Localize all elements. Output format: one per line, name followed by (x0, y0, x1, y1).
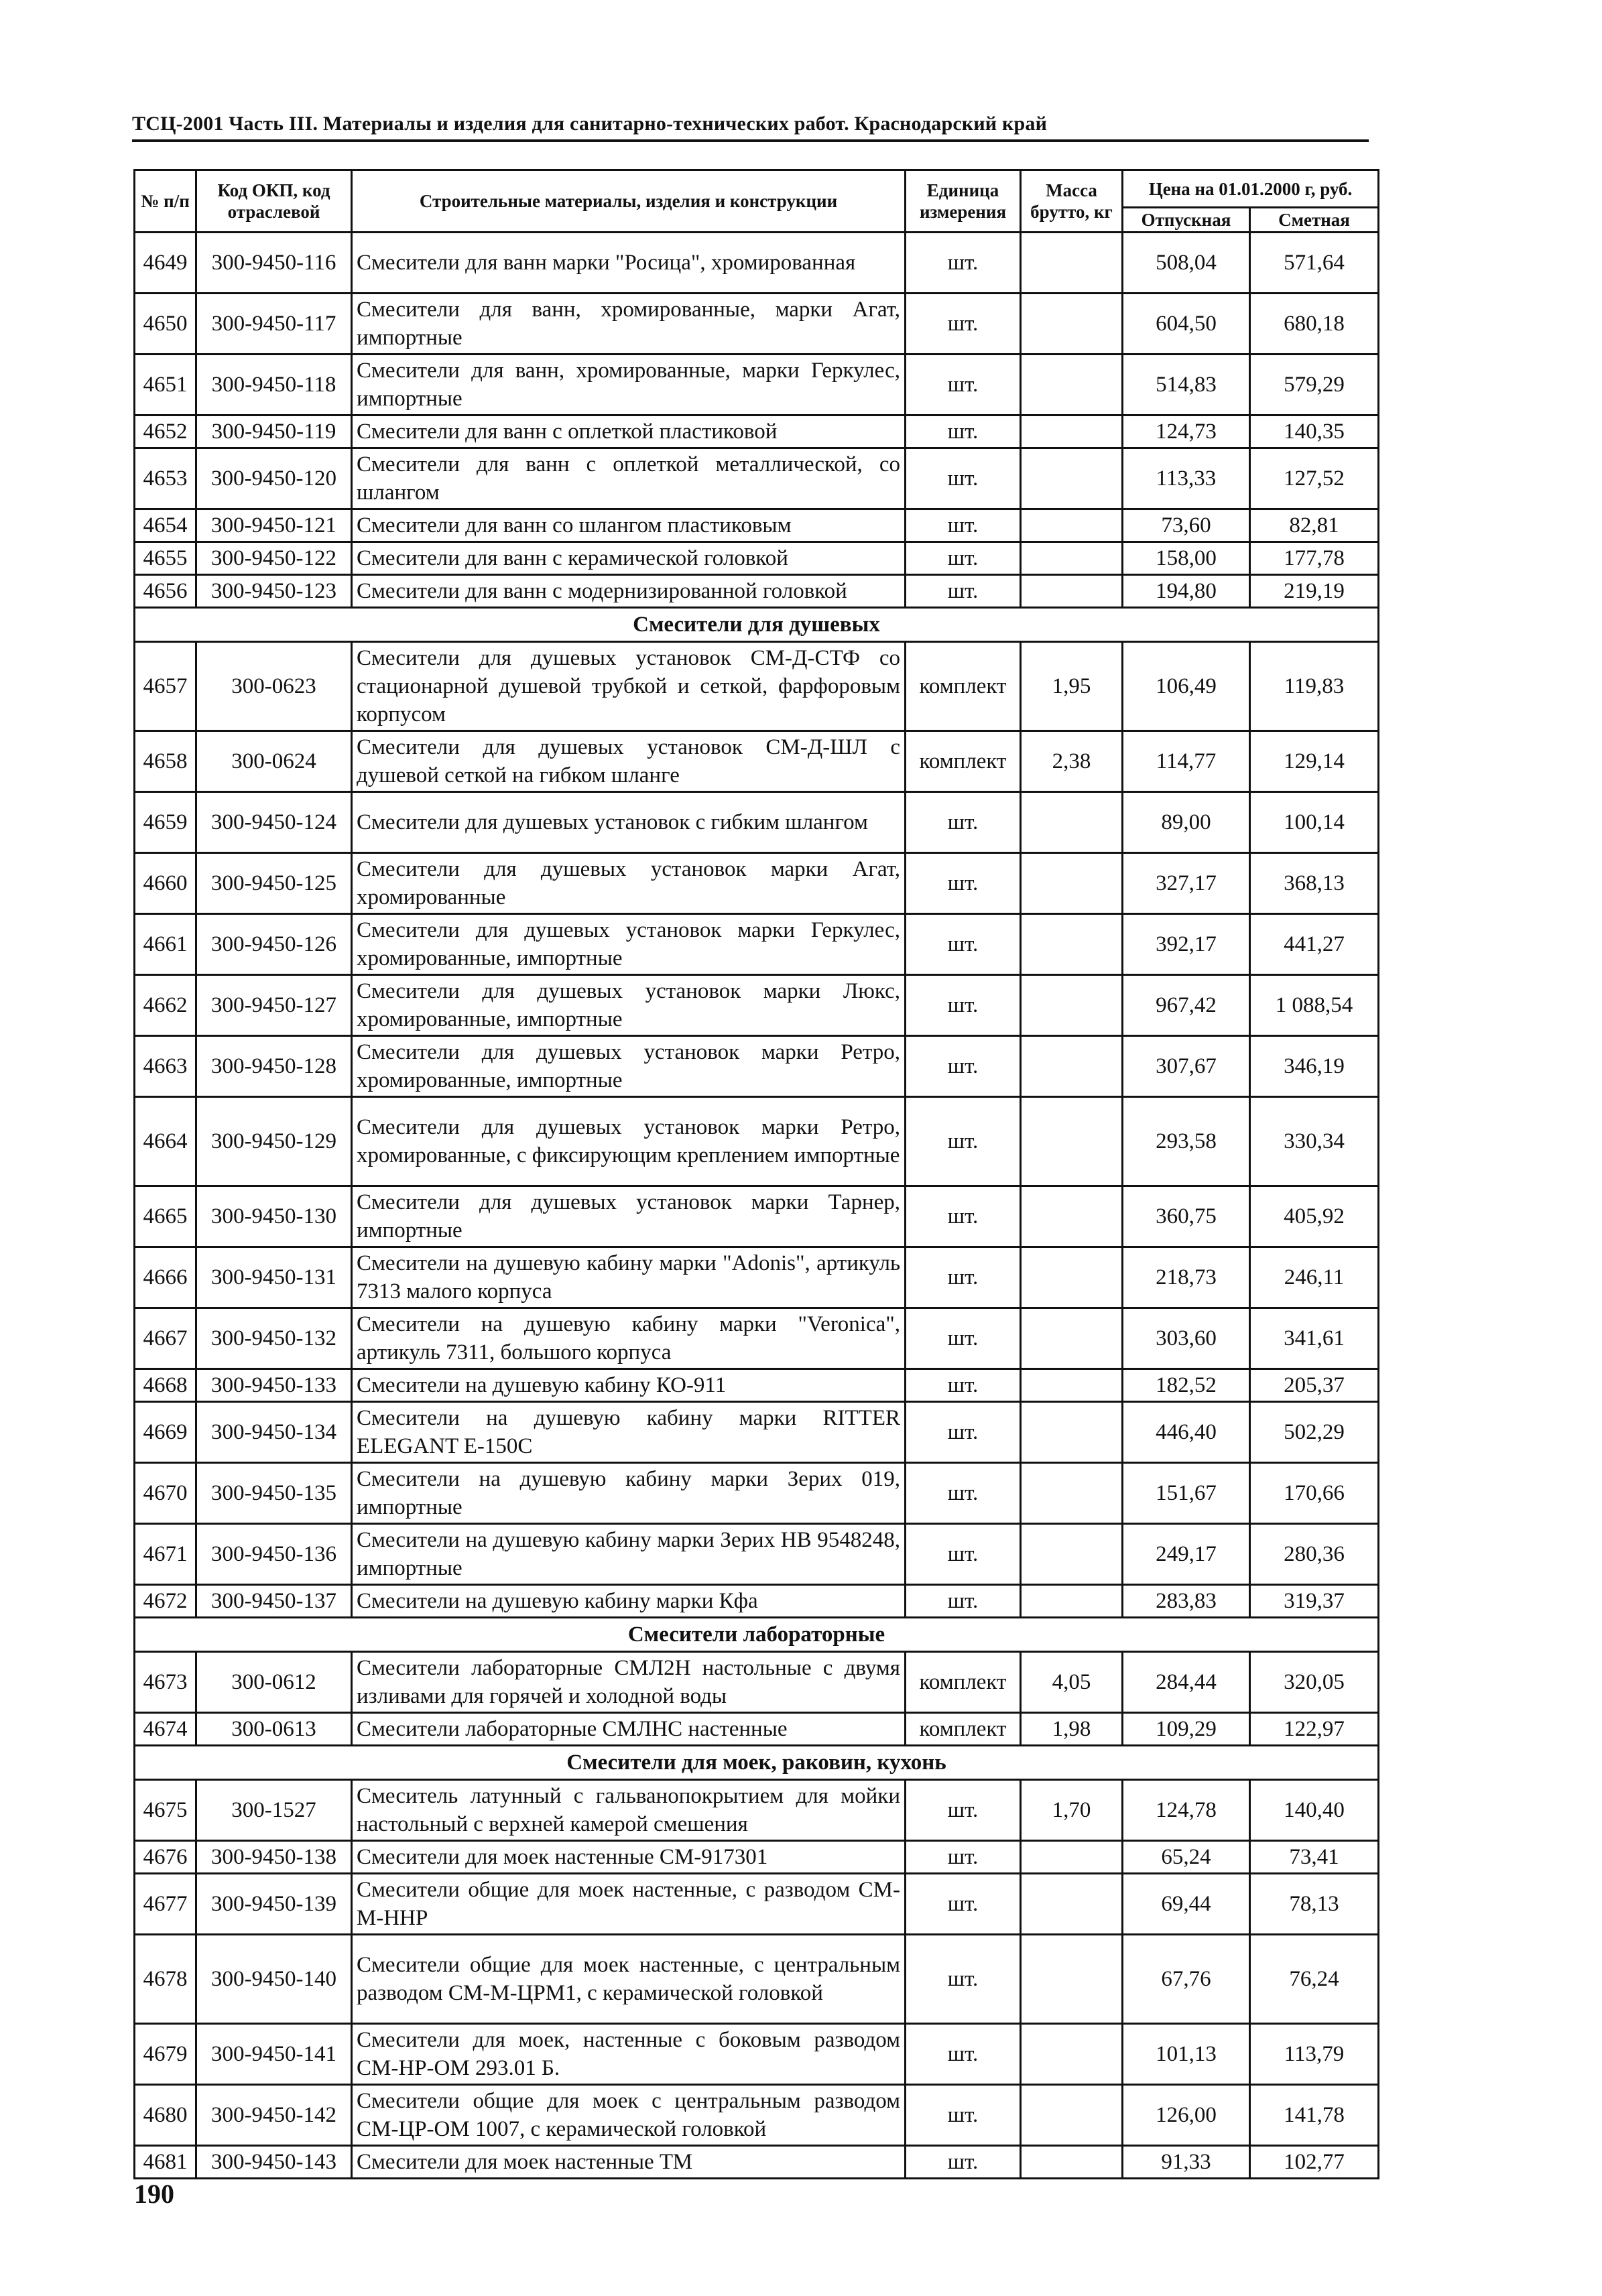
row-number: 4660 (135, 853, 196, 914)
table-row (135, 542, 1379, 575)
material-name: Смесители для ванн с оплеткой пластиковой (352, 416, 906, 448)
price-table (133, 169, 1379, 2179)
table-header (135, 170, 1379, 233)
material-name: Смесители лабораторные СМЛ2Н настольные с двумя изливами для горячей и холодной воды (352, 1652, 906, 1713)
gross-mass (1021, 975, 1123, 1036)
unit-of-measure: комплект (906, 731, 1021, 792)
unit-of-measure: шт. (906, 1524, 1021, 1585)
row-number: 4664 (135, 1097, 196, 1186)
release-price: 307,67 (1123, 1036, 1250, 1097)
unit-of-measure: шт. (906, 1874, 1021, 1935)
unit-of-measure: шт. (906, 1585, 1021, 1618)
okp-code: 300-1527 (196, 1780, 352, 1841)
row-number: 4668 (135, 1369, 196, 1402)
material-name: Смесители общие для моек с центральным разводом СМ-ЦР-ОМ 1007, с керамической головкой (352, 2085, 906, 2146)
gross-mass (1021, 792, 1123, 853)
row-number: 4678 (135, 1935, 196, 2024)
table-row (135, 2085, 1379, 2146)
header-name: Строительные материалы, изделия и конструкции (352, 170, 906, 233)
okp-code: 300-9450-117 (196, 294, 352, 355)
row-number: 4681 (135, 2146, 196, 2179)
gross-mass (1021, 1585, 1123, 1618)
okp-code: 300-9450-133 (196, 1369, 352, 1402)
gross-mass (1021, 542, 1123, 575)
unit-of-measure: шт. (906, 853, 1021, 914)
row-number: 4676 (135, 1841, 196, 1874)
row-number: 4673 (135, 1652, 196, 1713)
row-number: 4658 (135, 731, 196, 792)
release-price: 249,17 (1123, 1524, 1250, 1585)
gross-mass (1021, 2146, 1123, 2179)
unit-of-measure: комплект (906, 1652, 1021, 1713)
material-name: Смесители на душевую кабину марки Зерих 019, импортные (352, 1463, 906, 1524)
release-price: 65,24 (1123, 1841, 1250, 1874)
table-row (135, 2024, 1379, 2085)
estimate-price: 346,19 (1250, 1036, 1379, 1097)
header-mass: Масса брутто, кг (1021, 170, 1123, 233)
table-row (135, 853, 1379, 914)
estimate-price: 1 088,54 (1250, 975, 1379, 1036)
estimate-price: 129,14 (1250, 731, 1379, 792)
table-row (135, 1841, 1379, 1874)
okp-code: 300-9450-127 (196, 975, 352, 1036)
row-number: 4679 (135, 2024, 196, 2085)
estimate-price: 330,34 (1250, 1097, 1379, 1186)
table-row (135, 1874, 1379, 1935)
material-name: Смесители для душевых установок с гибким шлангом (352, 792, 906, 853)
estimate-price: 405,92 (1250, 1186, 1379, 1247)
gross-mass (1021, 1935, 1123, 2024)
row-number: 4666 (135, 1247, 196, 1308)
gross-mass (1021, 416, 1123, 448)
okp-code: 300-9450-134 (196, 1402, 352, 1463)
gross-mass (1021, 355, 1123, 416)
unit-of-measure: шт. (906, 294, 1021, 355)
row-number: 4657 (135, 642, 196, 731)
estimate-price: 320,05 (1250, 1652, 1379, 1713)
table-row (135, 731, 1379, 792)
header-price-estimate: Сметная (1250, 208, 1379, 233)
release-price: 101,13 (1123, 2024, 1250, 2085)
release-price: 109,29 (1123, 1713, 1250, 1746)
release-price: 283,83 (1123, 1585, 1250, 1618)
material-name: Смесители на душевую кабину марки "Adonis", артикуль 7313 малого корпуса (352, 1247, 906, 1308)
material-name: Смесители для ванн со шлангом пластиковым (352, 509, 906, 542)
gross-mass (1021, 448, 1123, 509)
okp-code: 300-9450-132 (196, 1308, 352, 1369)
estimate-price: 113,79 (1250, 2024, 1379, 2085)
header-unit: Единица измерения (906, 170, 1021, 233)
table-row (135, 2146, 1379, 2179)
unit-of-measure: шт. (906, 1308, 1021, 1369)
release-price: 327,17 (1123, 853, 1250, 914)
okp-code: 300-9450-131 (196, 1247, 352, 1308)
estimate-price: 100,14 (1250, 792, 1379, 853)
okp-code: 300-9450-116 (196, 233, 352, 294)
table-row (135, 355, 1379, 416)
page-header: ТСЦ-2001 Часть III. Материалы и изделия для санитарно-технических работ. Краснодарский край (132, 113, 1048, 135)
unit-of-measure: шт. (906, 792, 1021, 853)
unit-of-measure: комплект (906, 642, 1021, 731)
table-row (135, 1935, 1379, 2024)
okp-code: 300-9450-143 (196, 2146, 352, 2179)
gross-mass (1021, 1186, 1123, 1247)
section-title: Смесители лабораторные (135, 1618, 1379, 1652)
gross-mass (1021, 2085, 1123, 2146)
unit-of-measure: шт. (906, 2024, 1021, 2085)
material-name: Смесители на душевую кабину марки "Veronica", артикуль 7311, большого корпуса (352, 1308, 906, 1369)
material-name: Смесители общие для моек настенные, с центральным разводом СМ-М-ЦРМ1, с керамической головкой (352, 1935, 906, 2024)
section-title: Смесители для моек, раковин, кухонь (135, 1746, 1379, 1780)
unit-of-measure: шт. (906, 1463, 1021, 1524)
release-price: 73,60 (1123, 509, 1250, 542)
okp-code: 300-9450-124 (196, 792, 352, 853)
gross-mass (1021, 575, 1123, 608)
estimate-price: 502,29 (1250, 1402, 1379, 1463)
material-name: Смесители для душевых установок СМ-Д-ШЛ с душевой сеткой на гибком шланге (352, 731, 906, 792)
header-price-group: Цена на 01.01.2000 г, руб. (1123, 170, 1379, 208)
table-body (135, 233, 1379, 2179)
gross-mass: 2,38 (1021, 731, 1123, 792)
row-number: 4656 (135, 575, 196, 608)
table-row (135, 1713, 1379, 1746)
material-name: Смесители для душевых установок марки Тарнер, импортные (352, 1186, 906, 1247)
okp-code: 300-9450-121 (196, 509, 352, 542)
gross-mass (1021, 1524, 1123, 1585)
unit-of-measure: шт. (906, 233, 1021, 294)
unit-of-measure: шт. (906, 914, 1021, 975)
release-price: 604,50 (1123, 294, 1250, 355)
estimate-price: 127,52 (1250, 448, 1379, 509)
release-price: 360,75 (1123, 1186, 1250, 1247)
release-price: 91,33 (1123, 2146, 1250, 2179)
gross-mass (1021, 1247, 1123, 1308)
row-number: 4675 (135, 1780, 196, 1841)
unit-of-measure: шт. (906, 1935, 1021, 2024)
unit-of-measure: шт. (906, 1097, 1021, 1186)
gross-mass (1021, 1308, 1123, 1369)
header-code: Код ОКП, код отраслевой (196, 170, 352, 233)
gross-mass (1021, 1874, 1123, 1935)
okp-code: 300-9450-119 (196, 416, 352, 448)
material-name: Смесители для душевых установок марки Ретро, хромированные, с фиксирующим креплением импортные (352, 1097, 906, 1186)
header-num: № п/п (135, 170, 196, 233)
unit-of-measure: комплект (906, 1713, 1021, 1746)
table-row (135, 448, 1379, 509)
estimate-price: 76,24 (1250, 1935, 1379, 2024)
estimate-price: 341,61 (1250, 1308, 1379, 1369)
estimate-price: 141,78 (1250, 2085, 1379, 2146)
row-number: 4665 (135, 1186, 196, 1247)
okp-code: 300-0624 (196, 731, 352, 792)
table-row (135, 1036, 1379, 1097)
material-name: Смесители для душевых установок СМ-Д-СТФ со стационарной душевой трубкой и сеткой, фарфоровым корпусом (352, 642, 906, 731)
table-row (135, 416, 1379, 448)
table-row (135, 1524, 1379, 1585)
row-number: 4672 (135, 1585, 196, 1618)
estimate-price: 102,77 (1250, 2146, 1379, 2179)
release-price: 284,44 (1123, 1652, 1250, 1713)
gross-mass (1021, 914, 1123, 975)
table-row (135, 294, 1379, 355)
material-name: Смесители для ванн, хромированные, марки Геркулес, импортные (352, 355, 906, 416)
estimate-price: 170,66 (1250, 1463, 1379, 1524)
release-price: 967,42 (1123, 975, 1250, 1036)
material-name: Смесители для моек, настенные с боковым разводом СМ-НР-ОМ 293.01 Б. (352, 2024, 906, 2085)
header-price-release: Отпускная (1123, 208, 1250, 233)
row-number: 4667 (135, 1308, 196, 1369)
material-name: Смесители для душевых установок марки Люкс, хромированные, импортные (352, 975, 906, 1036)
table-row (135, 509, 1379, 542)
release-price: 293,58 (1123, 1097, 1250, 1186)
release-price: 194,80 (1123, 575, 1250, 608)
gross-mass (1021, 1369, 1123, 1402)
estimate-price: 73,41 (1250, 1841, 1379, 1874)
unit-of-measure: шт. (906, 575, 1021, 608)
row-number: 4680 (135, 2085, 196, 2146)
material-name: Смесители для моек настенные ТМ (352, 2146, 906, 2179)
release-price: 113,33 (1123, 448, 1250, 509)
section-row (135, 608, 1379, 642)
material-name: Смесители для ванн с модернизированной головкой (352, 575, 906, 608)
okp-code: 300-9450-123 (196, 575, 352, 608)
release-price: 446,40 (1123, 1402, 1250, 1463)
release-price: 392,17 (1123, 914, 1250, 975)
row-number: 4677 (135, 1874, 196, 1935)
header-rule (132, 139, 1369, 142)
material-name: Смесители на душевую кабину марки Кфа (352, 1585, 906, 1618)
okp-code: 300-9450-141 (196, 2024, 352, 2085)
unit-of-measure: шт. (906, 1036, 1021, 1097)
okp-code: 300-9450-140 (196, 1935, 352, 2024)
unit-of-measure: шт. (906, 1186, 1021, 1247)
unit-of-measure: шт. (906, 975, 1021, 1036)
material-name: Смесители на душевую кабину КО-911 (352, 1369, 906, 1402)
release-price: 151,67 (1123, 1463, 1250, 1524)
table-row (135, 1652, 1379, 1713)
material-name: Смесители на душевую кабину марки RITTER ELEGANT E-150C (352, 1402, 906, 1463)
okp-code: 300-9450-138 (196, 1841, 352, 1874)
okp-code: 300-9450-136 (196, 1524, 352, 1585)
row-number: 4659 (135, 792, 196, 853)
row-number: 4661 (135, 914, 196, 975)
gross-mass (1021, 233, 1123, 294)
unit-of-measure: шт. (906, 355, 1021, 416)
estimate-price: 680,18 (1250, 294, 1379, 355)
okp-code: 300-9450-139 (196, 1874, 352, 1935)
estimate-price: 319,37 (1250, 1585, 1379, 1618)
table-row (135, 642, 1379, 731)
table-row (135, 1186, 1379, 1247)
material-name: Смесители лабораторные СМЛНС настенные (352, 1713, 906, 1746)
table-row (135, 575, 1379, 608)
unit-of-measure: шт. (906, 509, 1021, 542)
row-number: 4670 (135, 1463, 196, 1524)
okp-code: 300-0613 (196, 1713, 352, 1746)
gross-mass (1021, 2024, 1123, 2085)
release-price: 124,78 (1123, 1780, 1250, 1841)
release-price: 126,00 (1123, 2085, 1250, 2146)
release-price: 89,00 (1123, 792, 1250, 853)
unit-of-measure: шт. (906, 1841, 1021, 1874)
okp-code: 300-9450-137 (196, 1585, 352, 1618)
material-name: Смесители для ванн марки "Росица", хромированная (352, 233, 906, 294)
material-name: Смесители общие для моек настенные, с разводом СМ-М-ННР (352, 1874, 906, 1935)
table-row (135, 1780, 1379, 1841)
release-price: 303,60 (1123, 1308, 1250, 1369)
material-name: Смесители для ванн с оплеткой металлической, со шлангом (352, 448, 906, 509)
okp-code: 300-0612 (196, 1652, 352, 1713)
okp-code: 300-9450-135 (196, 1463, 352, 1524)
section-row (135, 1746, 1379, 1780)
unit-of-measure: шт. (906, 1247, 1021, 1308)
material-name: Смесители для душевых установок марки Ретро, хромированные, импортные (352, 1036, 906, 1097)
estimate-price: 280,36 (1250, 1524, 1379, 1585)
release-price: 182,52 (1123, 1369, 1250, 1402)
row-number: 4650 (135, 294, 196, 355)
okp-code: 300-9450-129 (196, 1097, 352, 1186)
section-title: Смесители для душевых (135, 608, 1379, 642)
unit-of-measure: шт. (906, 2085, 1021, 2146)
gross-mass: 1,98 (1021, 1713, 1123, 1746)
gross-mass: 1,95 (1021, 642, 1123, 731)
gross-mass (1021, 509, 1123, 542)
release-price: 514,83 (1123, 355, 1250, 416)
table-row (135, 1247, 1379, 1308)
table-row (135, 1402, 1379, 1463)
estimate-price: 205,37 (1250, 1369, 1379, 1402)
release-price: 114,77 (1123, 731, 1250, 792)
gross-mass (1021, 1097, 1123, 1186)
okp-code: 300-9450-122 (196, 542, 352, 575)
gross-mass (1021, 853, 1123, 914)
unit-of-measure: шт. (906, 416, 1021, 448)
gross-mass (1021, 1841, 1123, 1874)
unit-of-measure: шт. (906, 448, 1021, 509)
okp-code: 300-9450-126 (196, 914, 352, 975)
okp-code: 300-0623 (196, 642, 352, 731)
material-name: Смесители для ванн с керамической головкой (352, 542, 906, 575)
release-price: 158,00 (1123, 542, 1250, 575)
okp-code: 300-9450-120 (196, 448, 352, 509)
okp-code: 300-9450-142 (196, 2085, 352, 2146)
table-row (135, 1308, 1379, 1369)
okp-code: 300-9450-130 (196, 1186, 352, 1247)
row-number: 4669 (135, 1402, 196, 1463)
unit-of-measure: шт. (906, 542, 1021, 575)
page-number: 190 (134, 2179, 174, 2209)
material-name: Смесители для моек настенные СМ-917301 (352, 1841, 906, 1874)
gross-mass (1021, 1402, 1123, 1463)
release-price: 124,73 (1123, 416, 1250, 448)
row-number: 4674 (135, 1713, 196, 1746)
gross-mass (1021, 1463, 1123, 1524)
release-price: 69,44 (1123, 1874, 1250, 1935)
row-number: 4652 (135, 416, 196, 448)
material-name: Смесители для душевых установок марки Агат, хромированные (352, 853, 906, 914)
estimate-price: 219,19 (1250, 575, 1379, 608)
estimate-price: 140,35 (1250, 416, 1379, 448)
release-price: 106,49 (1123, 642, 1250, 731)
row-number: 4654 (135, 509, 196, 542)
unit-of-measure: шт. (906, 1780, 1021, 1841)
row-number: 4662 (135, 975, 196, 1036)
row-number: 4651 (135, 355, 196, 416)
estimate-price: 119,83 (1250, 642, 1379, 731)
row-number: 4663 (135, 1036, 196, 1097)
estimate-price: 78,13 (1250, 1874, 1379, 1935)
row-number: 4671 (135, 1524, 196, 1585)
release-price: 67,76 (1123, 1935, 1250, 2024)
estimate-price: 579,29 (1250, 355, 1379, 416)
unit-of-measure: шт. (906, 1369, 1021, 1402)
material-name: Смесители для душевых установок марки Геркулес, хромированные, импортные (352, 914, 906, 975)
row-number: 4649 (135, 233, 196, 294)
table-row (135, 792, 1379, 853)
table-row (135, 1463, 1379, 1524)
okp-code: 300-9450-118 (196, 355, 352, 416)
release-price: 508,04 (1123, 233, 1250, 294)
estimate-price: 246,11 (1250, 1247, 1379, 1308)
unit-of-measure: шт. (906, 1402, 1021, 1463)
gross-mass: 4,05 (1021, 1652, 1123, 1713)
table-row (135, 1369, 1379, 1402)
unit-of-measure: шт. (906, 2146, 1021, 2179)
gross-mass (1021, 1036, 1123, 1097)
estimate-price: 122,97 (1250, 1713, 1379, 1746)
estimate-price: 441,27 (1250, 914, 1379, 975)
estimate-price: 571,64 (1250, 233, 1379, 294)
estimate-price: 140,40 (1250, 1780, 1379, 1841)
table-row (135, 1585, 1379, 1618)
gross-mass (1021, 294, 1123, 355)
release-price: 218,73 (1123, 1247, 1250, 1308)
material-name: Смесители на душевую кабину марки Зерих HB 9548248, импортные (352, 1524, 906, 1585)
table-row (135, 1097, 1379, 1186)
row-number: 4655 (135, 542, 196, 575)
okp-code: 300-9450-128 (196, 1036, 352, 1097)
table-row (135, 975, 1379, 1036)
material-name: Смесители для ванн, хромированные, марки Агат, импортные (352, 294, 906, 355)
row-number: 4653 (135, 448, 196, 509)
material-name: Смеситель латунный с гальванопокрытием для мойки настольный с верхней камерой смешения (352, 1780, 906, 1841)
estimate-price: 368,13 (1250, 853, 1379, 914)
gross-mass: 1,70 (1021, 1780, 1123, 1841)
estimate-price: 177,78 (1250, 542, 1379, 575)
okp-code: 300-9450-125 (196, 853, 352, 914)
estimate-price: 82,81 (1250, 509, 1379, 542)
table-row (135, 233, 1379, 294)
table-row (135, 914, 1379, 975)
section-row (135, 1618, 1379, 1652)
